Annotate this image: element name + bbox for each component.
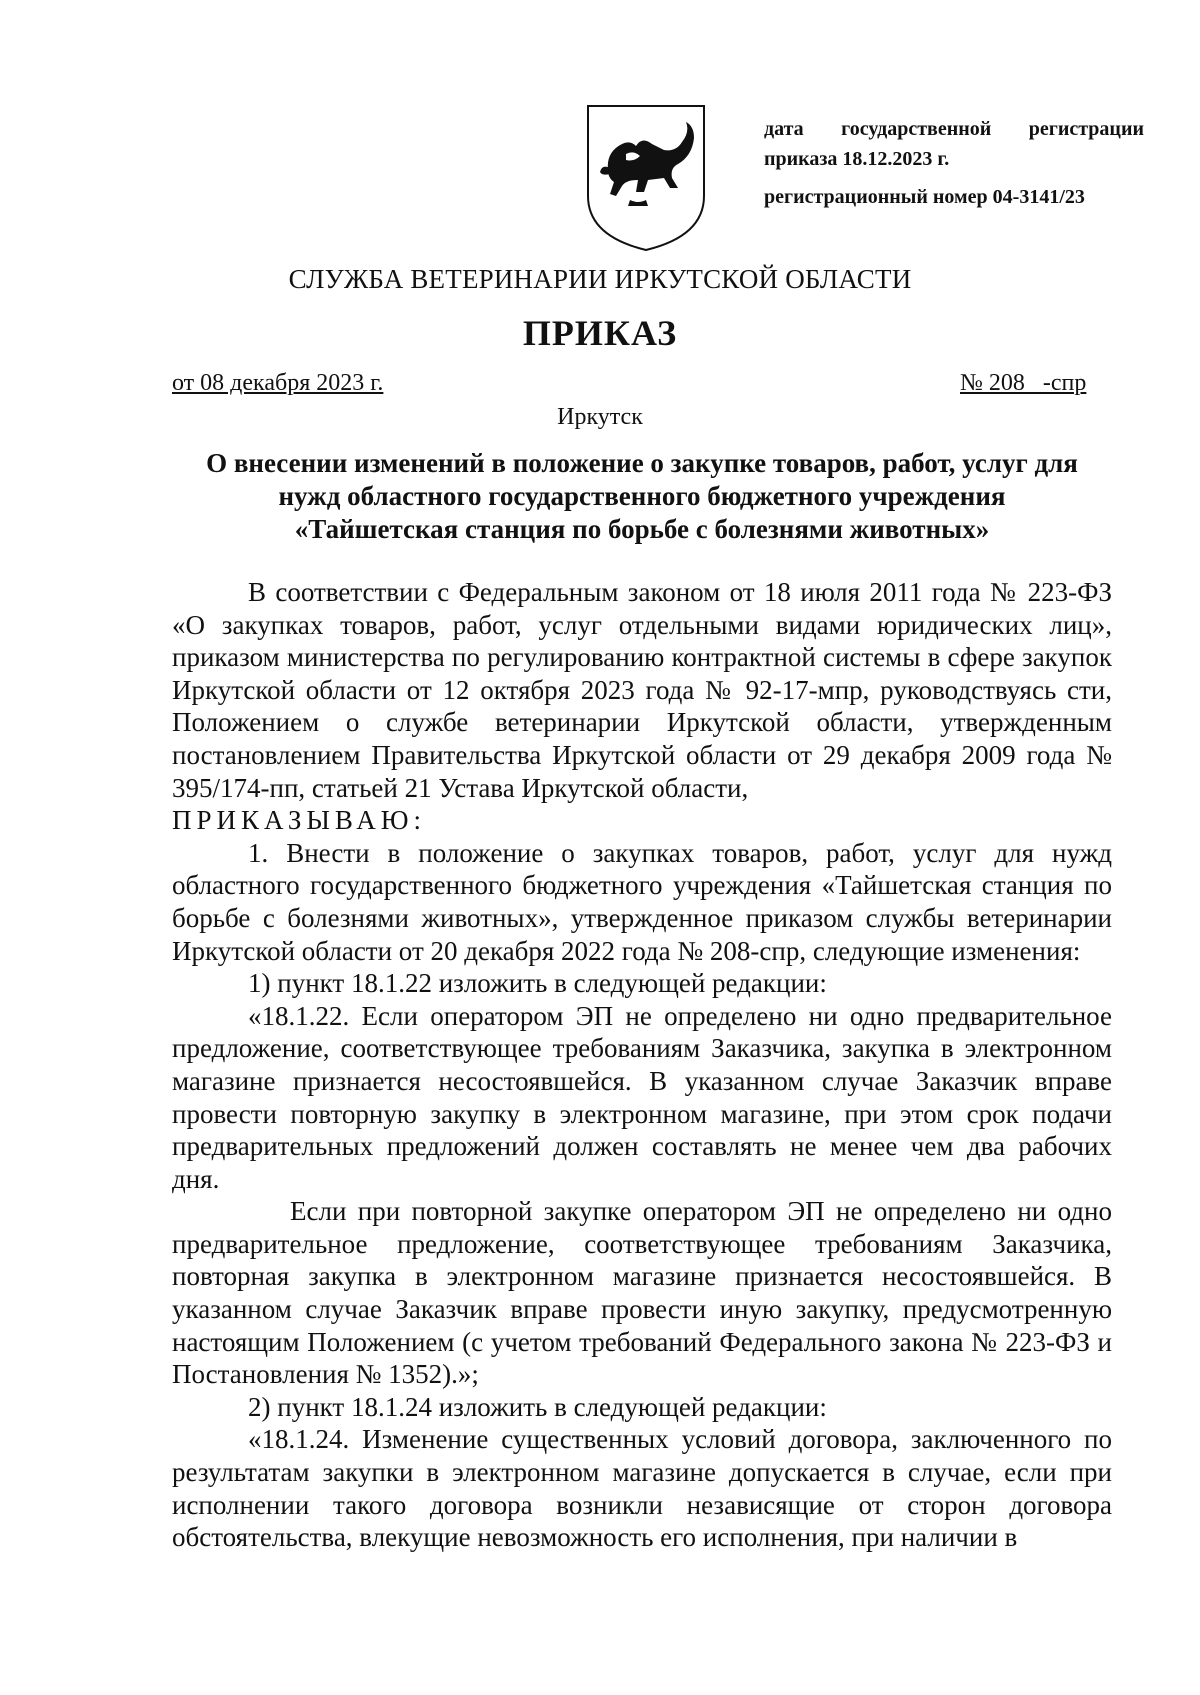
document-title: ПРИКАЗ xyxy=(522,313,678,353)
heading-line-1: О внесении изменений в положение о закупке товаров, работ, услуг для xyxy=(206,448,1078,478)
registration-number: регистрационный номер 04-3141/23 xyxy=(764,186,1085,208)
paragraph-item-1: 1. Внести в положение о закупках товаров, работ, услуг для нужд областного государственного бюджетного учреждения «Тайшетская станция по борьбе с болезнями животных», утвержденное приказом службы ветеринарии Иркутской области от 20 декабря 2022 года № 208-спр, следующие изменения: xyxy=(172,837,1112,966)
order-word: ПРИКАЗЫВАЮ: xyxy=(172,805,426,836)
paragraph-subitem-1: 1) пункт 18.1.22 изложить в следующей редакции: xyxy=(248,968,827,999)
paragraph-preamble: В соответствии с Федеральным законом от 18 июля 2011 года № 223-ФЗ «О закупках товаров, работ, услуг отдельными видами юридических лиц», приказом министерства по регулированию контрактной системы в сфере закупок Иркутской области от 12 октября 2023 года № 92-17-мпр, руководствуясь сти, Положением о службе ветеринарии Иркутской области, утвержденным постановлением Правительства Иркутской области от 29 декабря 2009 года № 395/174-пп, статьей 21 Устава Иркутской области, xyxy=(172,577,1112,803)
organization-name: СЛУЖБА ВЕТЕРИНАРИИ ИРКУТСКОЙ ОБЛАСТИ xyxy=(288,264,912,294)
document-body xyxy=(172,576,1112,1554)
paragraph-quote-18-1-22: «18.1.22. Если оператором ЭП не определено ни одно предварительное предложение, соответствующее требованиям Заказчика, закупка в электронном магазине признается несостоявшейся. В указанном случае Заказчик вправе провести повторную закупку в электронном магазине, при этом срок подачи предварительных предложений должен составлять не менее чем два рабочих дня. xyxy=(172,1000,1112,1194)
heading-line-2: нужд областного государственного бюджетного учреждения xyxy=(278,481,1006,511)
coat-of-arms-emblem xyxy=(586,104,706,252)
heading-line-3: «Тайшетская станция по борьбе с болезнями животных» xyxy=(294,514,990,544)
irkutsk-coat-of-arms-icon xyxy=(586,104,706,252)
paragraph-subitem-2: 2) пункт 18.1.24 изложить в следующей редакции: xyxy=(248,1391,827,1422)
order-heading xyxy=(172,447,1112,546)
order-date: от 08 декабря 2023 г. xyxy=(172,370,384,396)
order-number: № 208 -спр xyxy=(960,370,1087,396)
paragraph-repeat-purchase: Если при повторной закупке оператором ЭП не определено ни одно предварительное предложение, соответствующее требованиям Заказчика, повторная закупка в электронном магазине признается несостоявшейся. В указанном случае Заказчик вправе провести иную закупку, предусмотренную настоящим Положением (с учетом требований Федерального закона № 223-ФЗ и Постановления № 1352).»; xyxy=(172,1196,1112,1390)
order-city: Иркутск xyxy=(557,404,643,430)
paragraph-quote-18-1-24: «18.1.24. Изменение существенных условий договора, заключенного по результатам закупки в электронном магазине допускается в случае, если при исполнении такого договора возникли независящие от сторон договора обстоятельства, влекущие невозможность его исполнения, при наличии в xyxy=(172,1424,1112,1553)
registration-info xyxy=(764,114,1144,212)
registration-line-2: приказа 18.12.2023 г. xyxy=(764,148,950,170)
registration-line-1: дата государственной регистрации xyxy=(764,118,1144,140)
